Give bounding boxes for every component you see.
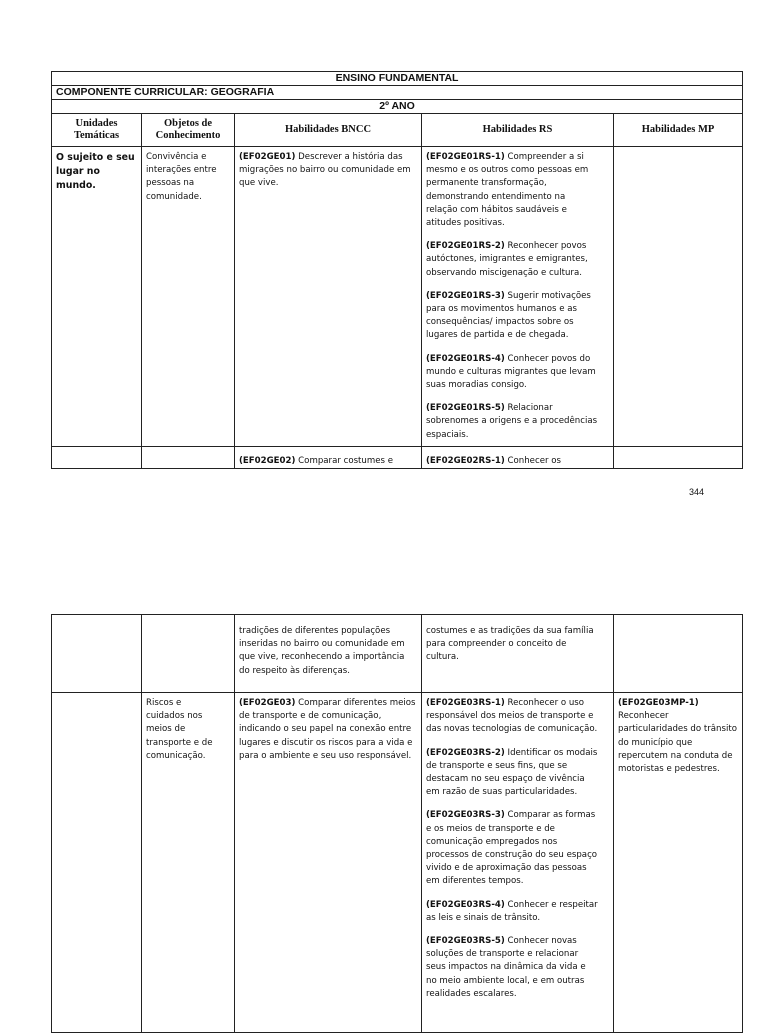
object-text: Riscos e cuidados nos meios de transporte e de comunicação. xyxy=(146,698,213,761)
skill-text: tradições de diferentes populações inseridas no bairro ou comunidade em que vive, reconhecendo a importância do respeito às diferenças. xyxy=(239,626,405,676)
year-title: 2º ANO xyxy=(52,100,743,114)
skill-code: (EF02GE03RS-3) xyxy=(426,810,505,821)
bncc-cell xyxy=(235,147,422,447)
object-cell xyxy=(142,447,235,469)
skill-text: Descrever a história das migrações no bairro ou comunidade em que vive. xyxy=(239,152,411,189)
col-header-units: Unidades Temáticas xyxy=(52,114,142,147)
skill-text: Reconhecer particularidades do trânsito do município que repercutem na conduta de motoristas e pedestres. xyxy=(618,711,737,775)
skill-text: Identificar os modais de transporte e seus fins, que se destacam no seu espaço de vivência em razão de suas particularidades. xyxy=(426,747,598,798)
mp-cell xyxy=(614,693,743,1033)
skill-code: (EF02GE02) xyxy=(239,456,296,466)
skill-text: costumes e as tradições da sua família para compreender o conceito de cultura. xyxy=(426,626,594,663)
skill-text: Compreender a si mesmo e os outros como pessoas em permanente transformação, demonstrando entendimento na relação com hábitos saudáveis e atitudes positivas. xyxy=(426,152,589,229)
skill-text: Comparar diferentes meios de transporte e de comunicação, indicando o seu papel na conexão entre lugares e discutir os riscos para a vida e para o ambiente e seu uso responsável. xyxy=(239,698,416,761)
skill-code: (EF02GE03) xyxy=(239,698,296,708)
skill-code: (EF02GE03RS-4) xyxy=(426,899,505,910)
skill-code: (EF02GE01RS-3) xyxy=(426,290,505,301)
mp-cell xyxy=(614,615,743,693)
skill-code: (EF02GE03RS-2) xyxy=(426,747,505,758)
object-text: Convivência e interações entre pessoas na comunidade. xyxy=(146,152,217,202)
object-cell xyxy=(142,615,235,693)
bncc-cell xyxy=(235,615,422,693)
skill-code: (EF02GE01RS-5) xyxy=(426,403,505,414)
component-title: COMPONENTE CURRICULAR: GEOGRAFIA xyxy=(52,86,743,100)
curriculum-table-page-2 xyxy=(51,614,743,1033)
skill-code: (EF02GE02RS-1) xyxy=(426,456,505,466)
skill-code: (EF02GE01RS-4) xyxy=(426,353,505,364)
unit-cell xyxy=(52,615,142,693)
table-row xyxy=(52,147,743,447)
unit-cell xyxy=(52,447,142,469)
rs-cell xyxy=(422,447,614,469)
col-header-bncc: Habilidades BNCC xyxy=(235,114,422,147)
skill-code: (EF02GE03RS-1) xyxy=(426,698,505,708)
object-cell xyxy=(142,147,235,447)
skill-text: Sugerir motivações para os movimentos humanos e as consequências/ impactos sobre os lugares de partida e de chegada. xyxy=(426,290,591,341)
skill-text: Relacionar sobrenomes a origens e a procedências espaciais. xyxy=(426,403,598,440)
bncc-cell xyxy=(235,447,422,469)
skill-code: (EF02GE03RS-5) xyxy=(426,936,505,947)
col-header-mp: Habilidades MP xyxy=(614,114,743,147)
skill-text: Conhecer novas soluções de transporte e relacionar seus impactos na dinâmica da vida e no meio ambiente local, e em outras realidades escalares. xyxy=(426,936,586,999)
skill-text: Reconhecer povos autóctones, imigrantes e emigrantes, observando miscigenação e cultura. xyxy=(426,241,588,278)
skill-code: (EF02GE03MP-1) xyxy=(618,698,699,708)
skill-code: (EF02GE01RS-2) xyxy=(426,241,505,252)
table-row xyxy=(52,693,743,1033)
skill-code: (EF02GE01RS-1) xyxy=(426,152,505,162)
skill-text: Conhecer os xyxy=(504,456,561,466)
unit-text: O sujeito e seu lugar no mundo. xyxy=(56,152,135,192)
col-header-objects: Objetos de Conhecimento xyxy=(142,114,235,147)
page-number: 344 xyxy=(689,487,705,497)
unit-cell xyxy=(52,693,142,1033)
column-header-row xyxy=(52,114,743,147)
skill-text: Comparar costumes e xyxy=(295,456,394,466)
object-cell xyxy=(142,693,235,1033)
skill-text: Conhecer e respeitar as leis e sinais de trânsito. xyxy=(426,899,598,923)
rs-cell xyxy=(422,693,614,1033)
skill-text: Reconhecer o uso responsável dos meios de transporte e das novas tecnologias de comunicação. xyxy=(426,698,598,735)
table-row xyxy=(52,447,743,469)
bncc-cell xyxy=(235,693,422,1033)
skill-text: Conhecer povos do mundo e culturas migrantes que levam suas moradias consigo. xyxy=(426,353,596,391)
col-header-rs: Habilidades RS xyxy=(422,114,614,147)
level-title: ENSINO FUNDAMENTAL xyxy=(52,72,743,86)
rs-cell xyxy=(422,147,614,447)
rs-cell xyxy=(422,615,614,693)
skill-text: Comparar as formas e os meios de transporte e de comunicação empregados nos processos de construção do seu espaço vivido e de aproximação das pessoas em diferentes tempos. xyxy=(426,810,598,887)
unit-cell xyxy=(52,147,142,447)
skill-code: (EF02GE01) xyxy=(239,152,296,162)
table-row xyxy=(52,615,743,693)
curriculum-table-page-1 xyxy=(51,71,743,469)
mp-cell xyxy=(614,447,743,469)
mp-cell xyxy=(614,147,743,447)
